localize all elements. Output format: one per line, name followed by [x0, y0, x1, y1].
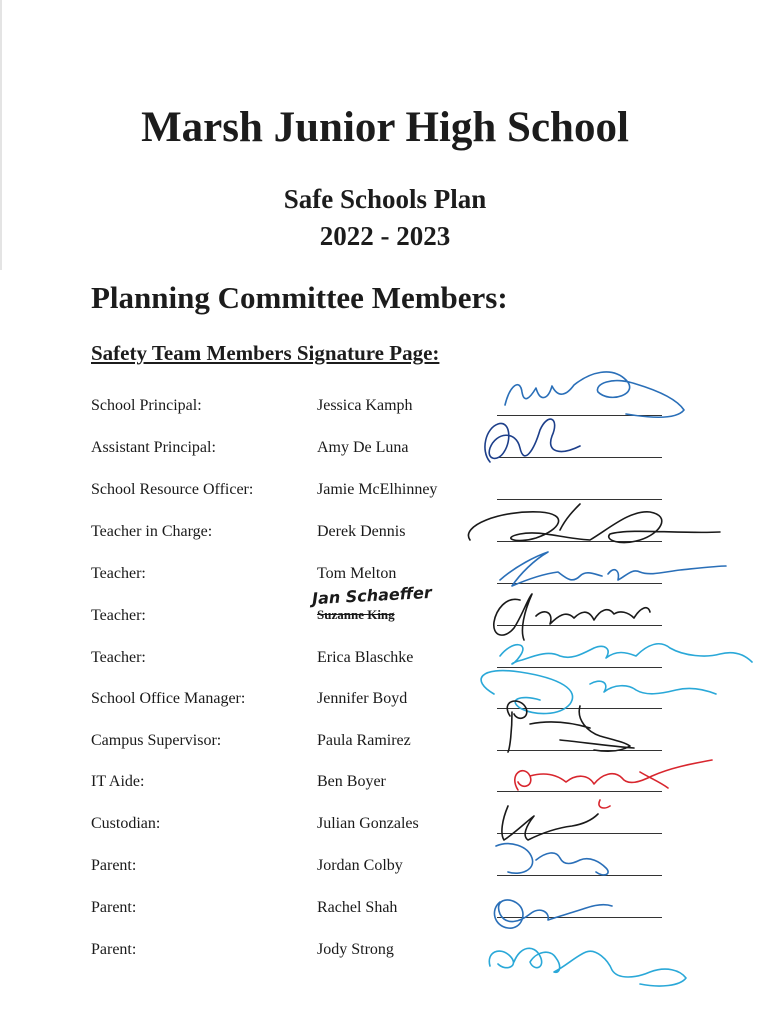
plan-title: Safe Schools Plan: [283, 184, 487, 214]
member-name: Ben Boyer: [317, 773, 386, 790]
signature-line: [497, 625, 662, 626]
member-name: Rachel Shah: [317, 899, 398, 916]
member-name: Jennifer Boyd: [317, 690, 408, 707]
signature-line: [497, 833, 662, 834]
member-row-parent-2: [0, 897, 770, 927]
member-row-resource-officer: [0, 479, 770, 509]
member-role: Custodian:: [91, 815, 161, 832]
member-name: Jamie McElhinney: [317, 481, 438, 498]
member-row-office-manager: [0, 688, 770, 718]
member-role: Teacher:: [91, 565, 146, 582]
school-title: Marsh Junior High School: [141, 104, 629, 151]
member-role: Teacher:: [91, 649, 146, 666]
signature-line: [497, 499, 662, 500]
plan-year: 2022 - 2023: [319, 221, 451, 251]
signature-line: [497, 541, 662, 542]
signature-line: [497, 708, 662, 709]
member-role: Campus Supervisor:: [91, 732, 222, 749]
member-role: School Principal:: [91, 397, 202, 414]
member-row-custodian: [0, 813, 770, 843]
signature-heading: Safety Team Members Signature Page:: [91, 341, 440, 365]
member-name: Derek Dennis: [317, 523, 406, 540]
member-name: Amy De Luna: [317, 439, 409, 456]
struck-out-name: Suzanne King: [317, 607, 395, 622]
member-role: Assistant Principal:: [91, 439, 216, 456]
member-row-parent-3: [0, 939, 770, 969]
member-name: Tom Melton: [317, 565, 397, 582]
member-row-campus-supervisor: [0, 730, 770, 760]
committee-heading: Planning Committee Members:: [91, 280, 508, 315]
member-name: Julian Gonzales: [317, 815, 419, 832]
member-name: Jordan Colby: [317, 857, 403, 874]
signature-line: [497, 583, 662, 584]
signature-line: [497, 917, 662, 918]
signature-line: [497, 750, 662, 751]
member-role: Parent:: [91, 899, 137, 916]
member-row-teacher-in-charge: [0, 521, 770, 551]
member-name: Erica Blaschke: [317, 649, 414, 666]
handwritten-replacement-name: Jan Schaeffer: [311, 582, 433, 609]
signature-line: [497, 875, 662, 876]
member-row-teacher-3: [0, 647, 770, 677]
member-role: School Resource Officer:: [91, 481, 254, 498]
signature-line: [497, 457, 662, 458]
member-name: Paula Ramirez: [317, 732, 411, 749]
member-name: Jessica Kamph: [317, 397, 413, 414]
member-role: Parent:: [91, 857, 137, 874]
member-role: Teacher:: [91, 607, 146, 624]
member-row-assistant-principal: [0, 437, 770, 467]
member-role: Parent:: [91, 941, 137, 958]
member-row-principal: [0, 395, 770, 425]
member-role: IT Aide:: [91, 773, 145, 790]
signature-line: [497, 667, 662, 668]
signature-line: [497, 791, 662, 792]
signature-line: [497, 415, 662, 416]
member-role: Teacher in Charge:: [91, 523, 213, 540]
member-row-it-aide: [0, 771, 770, 801]
member-name: Jody Strong: [317, 941, 394, 958]
member-role: School Office Manager:: [91, 690, 246, 707]
member-row-parent-1: [0, 855, 770, 885]
